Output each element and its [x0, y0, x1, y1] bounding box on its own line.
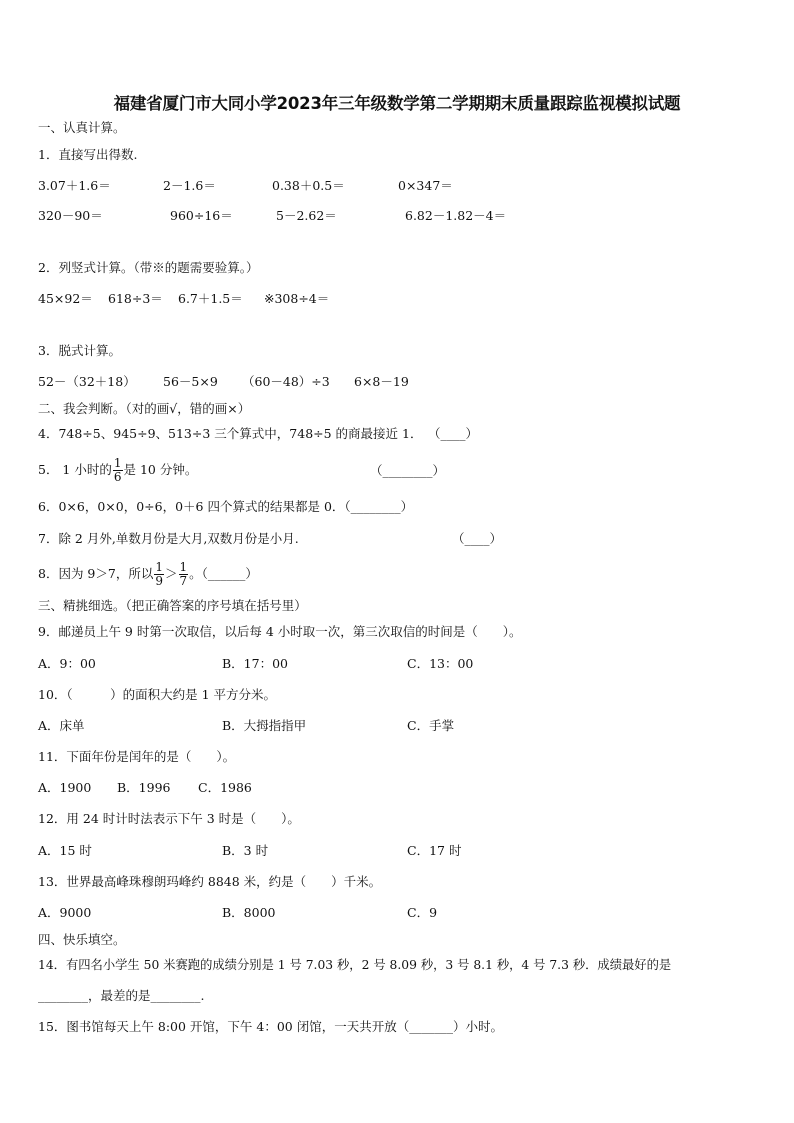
- question-12-stem: 12．用 24 时计时法表示下午 3 时是（ ）。: [38, 811, 300, 826]
- q3-item: （60－48）÷3: [242, 374, 330, 389]
- fraction-one-seventh: [179, 561, 189, 588]
- q12-option-b[interactable]: B．3 时: [222, 843, 269, 858]
- q1-item: 960÷16＝: [170, 208, 233, 223]
- section-heading-4: 四、快乐填空。: [38, 932, 126, 947]
- fraction-denominator: 6: [113, 470, 122, 484]
- question-3-stem: 3．脱式计算。: [38, 343, 121, 358]
- q11-option-c[interactable]: C．1986: [198, 780, 252, 795]
- q9-option-a[interactable]: A．9：00: [38, 656, 96, 671]
- q2-item: 6.7＋1.5＝: [178, 291, 243, 306]
- q1-item: 0.38＋0.5＝: [272, 178, 345, 193]
- fraction-numerator: 1: [179, 560, 188, 574]
- question-5: [38, 455, 197, 485]
- answer-blank-q4[interactable]: （____）: [428, 426, 479, 441]
- q11-option-a[interactable]: A．1900: [38, 780, 92, 795]
- answer-blank-q5[interactable]: （________）: [370, 463, 446, 478]
- fraction-one-ninth: [154, 561, 164, 588]
- q8-text-pre: 8．因为 9＞7，所以: [38, 566, 154, 581]
- fraction-numerator: 1: [155, 560, 163, 574]
- fraction-numerator: 1: [113, 456, 122, 470]
- question-15[interactable]: 15．图书馆每天上午 8:00 开馆，下午 4：00 闭馆，一天共开放（_______）小时。: [38, 1019, 503, 1034]
- question-1-stem: 1．直接写出得数.: [38, 147, 138, 162]
- question-14-line-2[interactable]: ________，最差的是________.: [38, 988, 205, 1003]
- fraction-denominator: 9: [155, 574, 163, 588]
- question-10-stem: 10．（ ）的面积大约是 1 平方分米。: [38, 687, 277, 702]
- q12-option-a[interactable]: A．15 时: [38, 843, 92, 858]
- question-2-stem: 2．列竖式计算。（带※的题需要验算。）: [38, 260, 259, 275]
- section-heading-3: 三、精挑细选。（把正确答案的序号填在括号里）: [38, 598, 307, 613]
- q1-item: 320－90＝: [38, 208, 103, 223]
- q13-option-c[interactable]: C．9: [407, 905, 438, 920]
- q9-option-b[interactable]: B．17：00: [222, 656, 288, 671]
- q3-item: 52－（32＋18）: [38, 374, 136, 389]
- q13-option-b[interactable]: B．8000: [222, 905, 276, 920]
- q3-item: 56－5×9: [163, 374, 218, 389]
- q5-text-post: 是 10 分钟。: [123, 462, 198, 477]
- q1-item: 3.07＋1.6＝: [38, 178, 111, 193]
- q10-option-c[interactable]: C．手掌: [407, 718, 455, 733]
- fraction-denominator: 7: [179, 574, 188, 588]
- q2-item: ※308÷4＝: [264, 291, 330, 306]
- q3-item: 6×8－19: [354, 374, 409, 389]
- q10-option-b[interactable]: B．大拇指指甲: [222, 718, 307, 733]
- q1-item: 2－1.6＝: [163, 178, 216, 193]
- question-14-line-1: 14．有四名小学生 50 米赛跑的成绩分别是 1 号 7.03 秒，2 号 8.09 秒，3 号 8.1 秒，4 号 7.3 秒．成绩最好的是: [38, 958, 672, 972]
- q9-option-c[interactable]: C．13：00: [407, 656, 474, 671]
- question-4: 4．748÷5、945÷9、513÷3 三个算式中，748÷5 的商最接近 1．: [38, 426, 423, 441]
- section-heading-2: 二、我会判断。（对的画√，错的画×）: [38, 401, 251, 416]
- q11-option-b[interactable]: B．1996: [117, 780, 171, 795]
- q2-item: 618÷3＝: [108, 291, 163, 306]
- q10-option-a[interactable]: A．床单: [38, 718, 85, 733]
- page-title: 福建省厦门市大同小学2023年三年级数学第二学期期末质量跟踪监视模拟试题: [113, 94, 681, 113]
- q1-item: 6.82－1.82－4＝: [405, 208, 507, 223]
- q8-text-post: 。（______）: [189, 566, 258, 581]
- section-heading-1: 一、认真计算。: [38, 120, 126, 135]
- q1-item: 0×347＝: [398, 178, 453, 193]
- question-8: [38, 559, 258, 589]
- q2-item: 45×92＝: [38, 291, 93, 306]
- question-11-stem: 11．下面年份是闰年的是（ ）。: [38, 749, 236, 764]
- fraction-one-sixth: [113, 457, 123, 484]
- greater-than-sign: ＞: [164, 566, 178, 581]
- question-6: 6．0×6，0×0，0÷6，0＋6 四个算式的结果都是 0．（________）: [38, 499, 414, 514]
- q13-option-a[interactable]: A．9000: [38, 905, 92, 920]
- q5-text-pre: 5． 1 小时的: [38, 462, 112, 477]
- question-13-stem: 13．世界最高峰珠穆朗玛峰约 8848 米，约是（ ）千米。: [38, 874, 382, 889]
- question-7: 7．除 2 月外,单数月份是大月,双数月份是小月.: [38, 531, 299, 546]
- q1-item: 5－2.62＝: [276, 208, 337, 223]
- question-9-stem: 9．邮递员上午 9 时第一次取信，以后每 4 小时取一次，第三次取信的时间是（ ）。: [38, 624, 522, 639]
- q12-option-c[interactable]: C．17 时: [407, 843, 462, 858]
- answer-blank-q7[interactable]: （____）: [452, 531, 503, 546]
